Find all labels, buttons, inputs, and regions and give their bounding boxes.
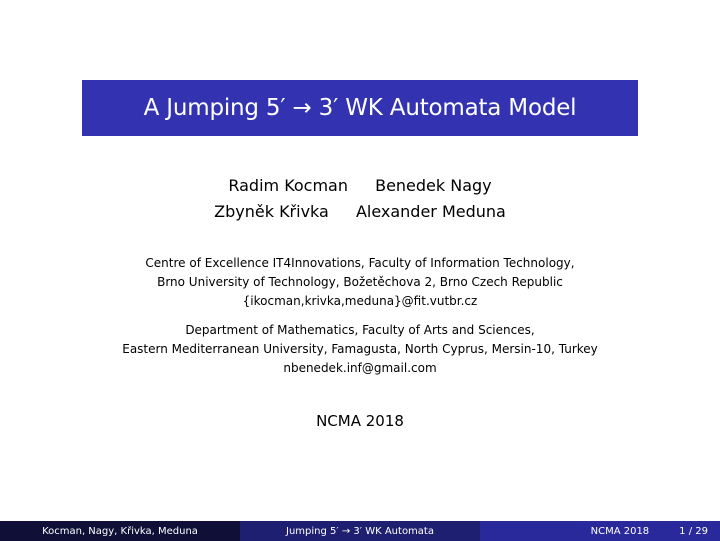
author-name: Radim Kocman — [228, 176, 348, 195]
institution-email: nbenedek.inf@gmail.com — [283, 361, 437, 375]
footer-authors — [0, 521, 240, 541]
footer-authors-text: Kocman, Nagy, Křivka, Meduna — [42, 525, 198, 537]
institution-line: Brno University of Technology, Božetěchova 2, Brno Czech Republic — [157, 275, 563, 289]
institution-email: {ikocman,krivka,meduna}@fit.vutbr.cz — [242, 294, 478, 308]
footer-conference: NCMA 2018 — [590, 525, 650, 537]
footer-title-text: Jumping 5′ → 3′ WK Automata — [286, 525, 434, 537]
institution-line: Department of Mathematics, Faculty of Arts and Sciences, — [185, 323, 535, 337]
institution-line: Eastern Mediterranean University, Famagusta, North Cyprus, Mersin-10, Turkey — [122, 342, 598, 356]
authors-row-2 — [0, 202, 720, 221]
authors-row-1 — [0, 176, 720, 195]
slide-title: A Jumping 5′ → 3′ WK Automata Model — [143, 95, 577, 121]
conference-label: NCMA 2018 — [316, 412, 404, 430]
slide-footer — [0, 521, 720, 541]
author-name: Zbyněk Křivka — [214, 202, 329, 221]
author-name: Benedek Nagy — [375, 176, 492, 195]
institution-line: Centre of Excellence IT4Innovations, Faculty of Information Technology, — [145, 256, 575, 270]
page-number: 1 / 29 — [679, 525, 708, 537]
institution-1 — [0, 254, 720, 311]
footer-title — [240, 521, 480, 541]
institution-2 — [0, 321, 720, 378]
author-name: Alexander Meduna — [355, 202, 506, 221]
slide-title-box — [82, 80, 638, 136]
footer-info — [480, 521, 720, 541]
